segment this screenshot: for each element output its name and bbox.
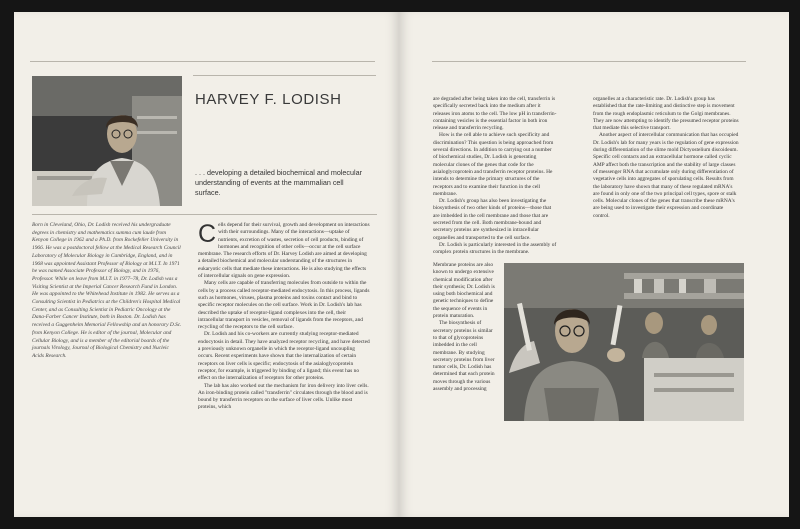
body-paragraph: Another aspect of intercellular communication that has occupied Dr. Lodish's lab for many years is the regulation of gene expression during differentiation of the slime mold Dictyostelium discoideum. Specific cell contacts and an extracellular hormone called cyclic AMP affect both the transcription and the stability of large classes of messenger RNA that accumulate only during differentiation of vegetative cells into aggregates of sporulating cells. Results from the laboratory have shown that many of these regulated mRNA's are found in only one of the two principal cell types, spore or stalk cells. Molecular clones of the genes that transcribe these mRNA's are being used to investigate their expression and coordinate control. <box>593 132 739 219</box>
biography: Born in Cleveland, Ohio, Dr. Lodish received his undergraduate degrees in chemistry and mathematics summa cum laude from Kenyon College in 1962 and a Ph.D. from Rockefeller University in 1966. He was a postdoctoral fellow at the Medical Research Council Laboratory of Molecular Biology in Cambridge, England, and in 1968 was appointed Assistant Professor of Biology at M.I.T. In 1971 he was named Associate Professor of Biology, and in 1976, Professor. While on leave from M.I.T. in 1977–78, Dr. Lodish was a Visiting Scientist at the Imperial Cancer Research Fund in London. He was appointed to the Whitehead Institute in 1982. He serves as a Consulting Scientist in Pediatrics at the Children's Hospital Medical Center, and as Consulting Scientist in Pediatric Oncology at the Dana-Farber Cancer Institute, both in Boston. Dr. Lodish has received a Guggenheim Memorial Fellowship and an honorary D.Sc. from Kenyon College. He is editor of the journal, Molecular and Cellular Biology, and is a member of the editorial boards of the journals Virology, Journal of Biological Chemistry and Nucleic Acids Research. <box>32 222 182 359</box>
body-paragraph: Many cells are capable of transferring molecules from outside to within the cells by a process called receptor-mediated endocytosis. In this process, ligands such as hormones, viruses, plasma proteins and toxins contact and bind to specific receptor molecules on the cell surface. Work in Dr. Lodish's lab has described the uptake of receptor-ligand complexes into the cell, their intracellular transport in vesicles, removal of ligands from the receptors, and recycling of the receptors to the cell surface. <box>198 280 370 331</box>
top-rule-left <box>30 61 375 62</box>
portrait-photo <box>32 76 182 206</box>
body-paragraph: Dr. Lodish and his co-workers are currently studying receptor-mediated endocytosis in detail. They have analyzed receptor recycling, and have detected a previously unknown organelle in which the receptor-ligand uncoupling occurs. Recent experiments have shown that the internalization of certain receptors on liver cells is specific; endocytosis of the asialoglycoprotein receptor, for example, is triggered by binding of a ligand; this event has no effect on the internalization of receptors for other proteins. <box>198 331 370 382</box>
portrait-photo-graphic <box>32 76 182 206</box>
drop-cap: C <box>198 220 217 248</box>
body-paragraph <box>198 222 370 280</box>
page-title: HARVEY F. LODISH <box>195 91 342 108</box>
body-paragraph: Membrane proteins are also known to undergo extensive chemical modification after their synthesis; Dr. Lodish is using both biochemical and genetic techniques to define the sequence of events in protein maturation. <box>433 262 495 320</box>
body-paragraph: The lab has also worked out the mechanism for iron delivery into liver cells. An iron-binding protein called "transferrin" circulates through the blood and is bound by transferrin receptors on the surface of liver cells. Unlike most proteins, which <box>198 382 369 411</box>
top-rule-right <box>432 61 746 62</box>
paragraph-text: ells depend for their survival, growth and development on interactions with their surroundings. Many of the interactions—uptake of nutrients, excretion of wastes, secretion of cell products, binding of hormones and recognition of other cells—occur at the cell surface membrane. The research efforts of Dr. Harvey Lodish are aimed at developing a detailed biochemical and molecular understanding of the structures in eukaryotic cells that mediate these interactions. He is also studying the effects of intercellular signals on gene expression. <box>198 222 370 280</box>
body-column-narrow <box>433 262 497 393</box>
tagline: . . . developing a detailed biochemical and molecular understanding of events at the mammalian cell surface. <box>195 168 363 197</box>
body-paragraph: Dr. Lodish's group has also been investigating the biosynthesis of two other kinds of proteins—those that are imbedded in the cell membrane and those that are secreted from the cell. Both membrane-bound and secretory proteins are synthesized in intracellular organelles and transported to the cell surface. <box>433 198 552 241</box>
body-paragraph: Dr. Lodish is particularly interested in the assembly of complex protein structures in the membrane. <box>433 241 557 256</box>
lab-photo <box>504 263 744 421</box>
body-paragraph: are degraded after being taken into the cell, transferrin is specifically secreted back into the medium after it releases iron atoms to the cell. The low pH in transferrin-containing vesicles is the essential factor in both iron release and transferrin recycling. <box>433 96 557 132</box>
mid-rule-left <box>32 214 377 215</box>
body-paragraph: How is the cell able to achieve such specificity and discrimination? This question is being approached from several directions. In addition to carrying out a number of biochemical studies, Dr. Lodish is generating molecular clones of the genes that code for the asialoglycoprotein and transferrin receptor proteins. He intends to determine the primary structures of the receptors and to examine their function in the cell membrane. <box>433 132 554 197</box>
lab-photo-graphic <box>504 263 744 421</box>
body-column-2 <box>433 96 557 257</box>
body-column-3 <box>593 96 740 220</box>
body-paragraph: The biosynthesis of secretory proteins is similar to that of glycoproteins imbedded in the cell membrane. By studying secretory proteins from liver tumor cells, Dr. Lodish has determined that each protein moves through the various assembly and processing <box>433 320 495 393</box>
title-rule <box>193 75 376 76</box>
body-paragraph: organelles at a characteristic rate. Dr. Lodish's group has established that the rate-limiting and distinctive step is movement from the rough endoplasmic reticulum to the Golgi membranes. They are now attempting to identify the presumed receptor proteins that mediate this selective transport. <box>593 96 739 132</box>
body-column-1 <box>198 222 370 412</box>
